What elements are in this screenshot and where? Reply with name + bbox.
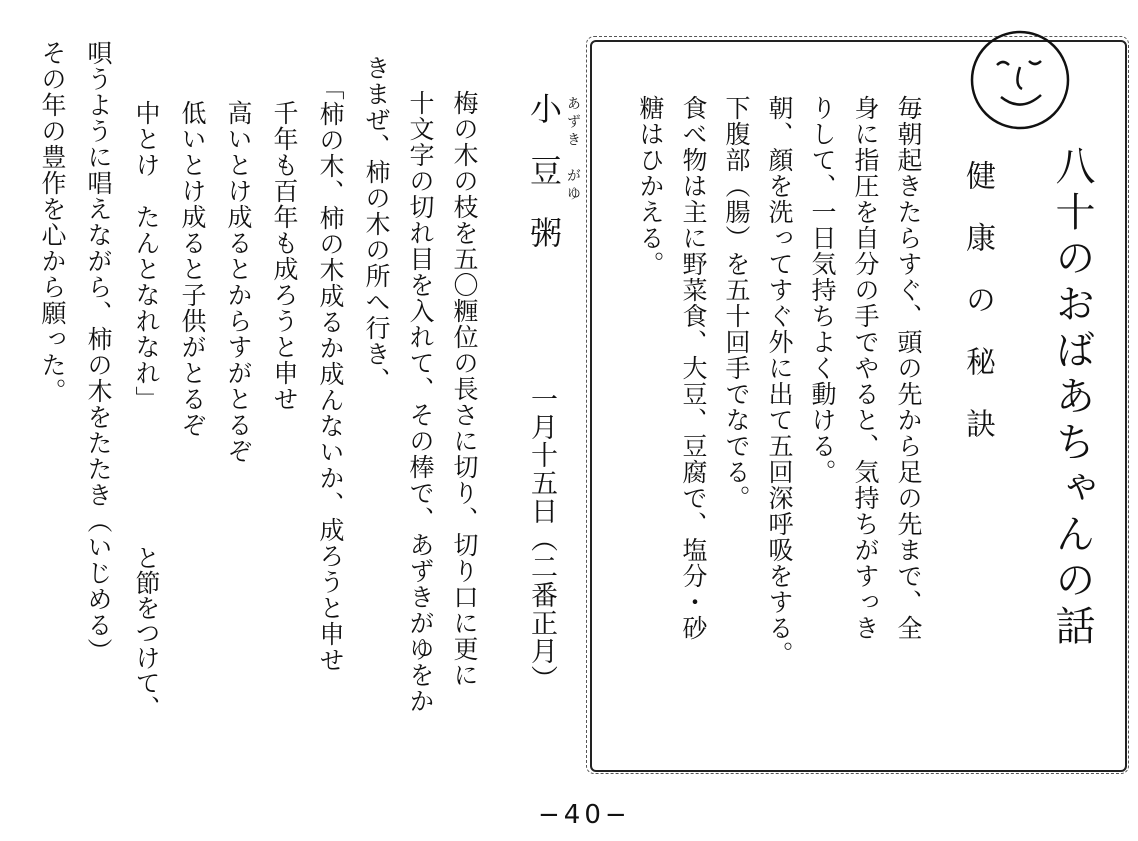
health-line-7: 糖はひかえる。: [636, 95, 665, 277]
article-title: 八十のおばあちゃんの話: [1049, 145, 1095, 651]
azuki-heading: 小豆粥: [525, 92, 563, 278]
health-line-1: 毎朝起きたらすぐ、頭の先から足の先まで、全: [894, 95, 923, 641]
azuki-date: 一月十五日（二番正月）: [526, 385, 557, 693]
azuki-line-3: きまぜ、柿の木の所へ行き、: [362, 55, 391, 393]
azuki-line-2: 十文字の切れ目を入れて、その棒で、あずきがゆをか: [406, 90, 435, 714]
azuki-line-9: 唄うように唱えながら、柿の木をたたき（いじめる）: [84, 40, 113, 664]
health-line-5: 下腹部（腸）を五十回手でなでる。: [722, 95, 751, 511]
smiley-face-icon: [965, 25, 1075, 135]
azuki-line-5: 千年も百年も成ろうと申せ: [270, 100, 299, 412]
health-line-6: 食べ物は主に野菜食、大豆、豆腐で、塩分・砂: [679, 95, 708, 641]
azuki-heading-ruby: あずき がゆ: [565, 96, 581, 204]
azuki-line-4: 「柿の木、柿の木成るか成んないか、成ろうと申せ: [316, 75, 345, 673]
azuki-line-7: 低いとけ成ると子供がとるぞ: [178, 100, 207, 438]
azuki-line-10: その年の豊作を心から願った。: [38, 40, 67, 404]
health-heading: 健康の秘訣: [960, 160, 995, 470]
page-number: −40−: [538, 800, 631, 830]
azuki-line-1: 梅の木の枝を五〇糎位の長さに切り、切り口に更に: [450, 90, 479, 688]
health-line-2: 身に指圧を自分の手でやると、気持ちがすっき: [851, 95, 880, 641]
health-line-4: 朝、顔を洗ってすぐ外に出て五回深呼吸をする。: [765, 95, 794, 667]
azuki-tail: と節をつけて、: [132, 545, 161, 720]
health-line-3: りして、一日気持ちよく動ける。: [808, 95, 837, 485]
azuki-line-8: 中とけ たんとなれなれ」: [132, 100, 161, 412]
azuki-line-6: 高いとけ成るとからすがとるぞ: [224, 100, 253, 464]
